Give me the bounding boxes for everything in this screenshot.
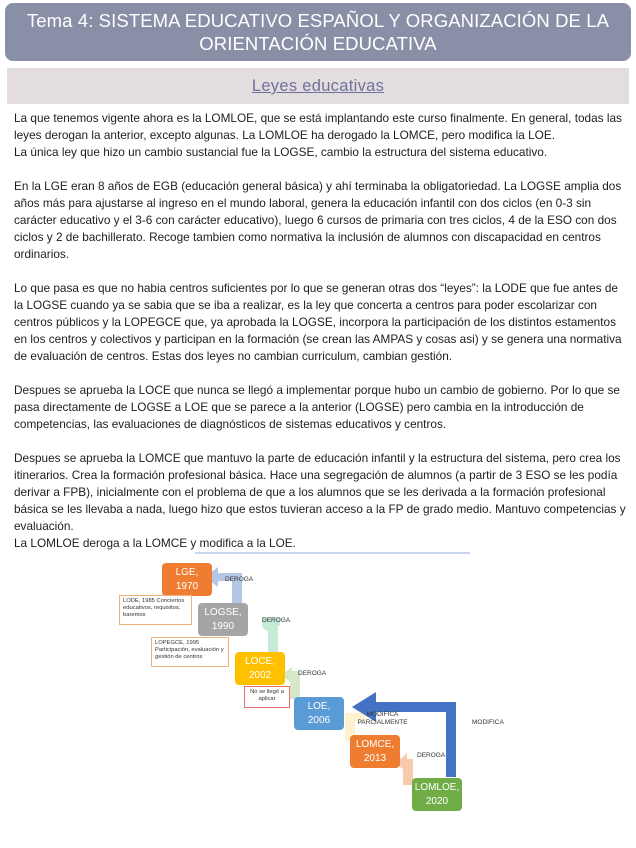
paragraph-1b: La única ley que hizo un cambio sustancial fue la LOGSE, cambio la estructura del sistema educativo. — [14, 145, 548, 159]
note-lopegce: LOPEGCE, 1995 Participación, evaluación y gestión de centros — [151, 637, 229, 667]
law-box-lomloe — [412, 778, 462, 811]
header-title-line1: Tema 4: SISTEMA EDUCATIVO ESPAÑOL Y ORGANIZACIÓN DE LA — [26, 10, 610, 31]
law-name: LGE, — [175, 566, 199, 578]
paragraph-2: En la LGE eran 8 años de EGB (educación general básica) y ahí terminaba la obligatoriedad. La LOGSE amplia dos años más para ajustarse al ingreso en el mundo laboral, genera la educación infantil con dos ciclos (en 0-3 sin carácter educativo y el 3-6 con carácter educativo), luego 6 cursos de primaria con tres ciclos, 4 de la ESO con dos ciclos y 2 de bachillerato. Recoge tambien como normativa la inclusión de alumnos con discapacidad en centros ordinarios. — [14, 179, 622, 261]
law-box-lomce — [350, 735, 400, 768]
label-deroga-1: DEROGA — [225, 576, 254, 583]
header-title-line2: ORIENTACIÓN EDUCATIVA — [199, 33, 437, 54]
law-name: LOCE, — [244, 655, 275, 667]
law-year: 2006 — [307, 714, 331, 726]
label-deroga-2: DEROGA — [262, 617, 291, 624]
paragraph-3: Lo que pasa es que no habia centros suficientes por lo que se generan otras dos “leyes”: la LODE que fue antes de la LOGSE cuando ya se sabia que se iba a realizar, es la ley que concerta a centros para poder escolarizar con centros públicos y la LOPEGCE que, ya aprobada la LOGSE, incorpora la participación de los distintos estamentos en los centros y colectivos y participan en la formación (se crean las AMPAS y cosas asi) y se genera una normativa de evaluación de centros. Estas dos leyes no cambian curriculum, cambian gestión. — [14, 281, 622, 363]
laws-timeline-diagram — [0, 545, 636, 848]
law-name: LOE, — [307, 700, 331, 712]
law-name: LOGSE, — [204, 606, 242, 618]
label-modifica: MODIFICA — [472, 719, 504, 726]
note-loce: No se llegó a aplicar — [244, 686, 290, 708]
page-header — [5, 3, 631, 61]
law-box-logse — [198, 603, 248, 636]
body-text — [14, 110, 626, 569]
section-title: Leyes educativas — [251, 77, 385, 95]
law-name: LOMCE, — [355, 738, 395, 750]
law-box-loe — [294, 697, 344, 730]
paragraph-1a: La que tenemos vigente ahora es la LOMLOE, que se está implantando este curso finalmente. En general, todas las leyes derogan la anterior, excepto algunas. La LOMLOE ha derogado la LOMCE, pero modifica la LOE. — [14, 111, 622, 142]
section-banner — [7, 68, 629, 104]
law-box-lge — [162, 563, 212, 596]
law-box-loce — [235, 652, 285, 685]
law-name: LOMLOE, — [414, 781, 460, 793]
paragraph-5b: La LOMLOE deroga a la LOMCE y modifica a la LOE. — [14, 536, 296, 550]
note-lode: LODE, 1985 Conciertos educativos, requisitos, baremos — [119, 595, 192, 625]
paragraph-4: Despues se aprueba la LOCE que nunca se llegó a implementar porque hubo un cambio de gobierno. Por lo que se pasa directamente de LOGSE a LOE que se parece a la anterior (LOGSE) pero cambia en la introducción de competencias, las evaluaciones de diagnósticos de sistemas educativos y centros. — [14, 383, 620, 431]
label-deroga-4: DEROGA — [417, 752, 446, 759]
paragraph-5a: Despues se aprueba la LOMCE que mantuvo la parte de educación infantil y la estructura del sistema, pero crea los itinerarios. Crea la formación profesional básica. Hace una segregación de alumnos (a partir de 3 ESO se les podía derivar a FPB), inicialmente con el problema de que a los alumnos que se les derivada a la formación profesional básica se les llevaba a nada, luego hizo que estos tuvieran acceso a la FP de grado medio. Mantuvo competencias y evaluación. — [14, 451, 626, 533]
law-year: 1990 — [211, 620, 235, 632]
law-year: 2013 — [363, 752, 387, 764]
label-modifica-parcialmente: MODIFICA PARCIALMENTE — [357, 711, 408, 726]
law-year: 1970 — [175, 580, 199, 592]
law-year: 2020 — [425, 795, 449, 807]
label-deroga-3: DEROGA — [298, 670, 327, 677]
law-year: 2002 — [248, 669, 272, 681]
